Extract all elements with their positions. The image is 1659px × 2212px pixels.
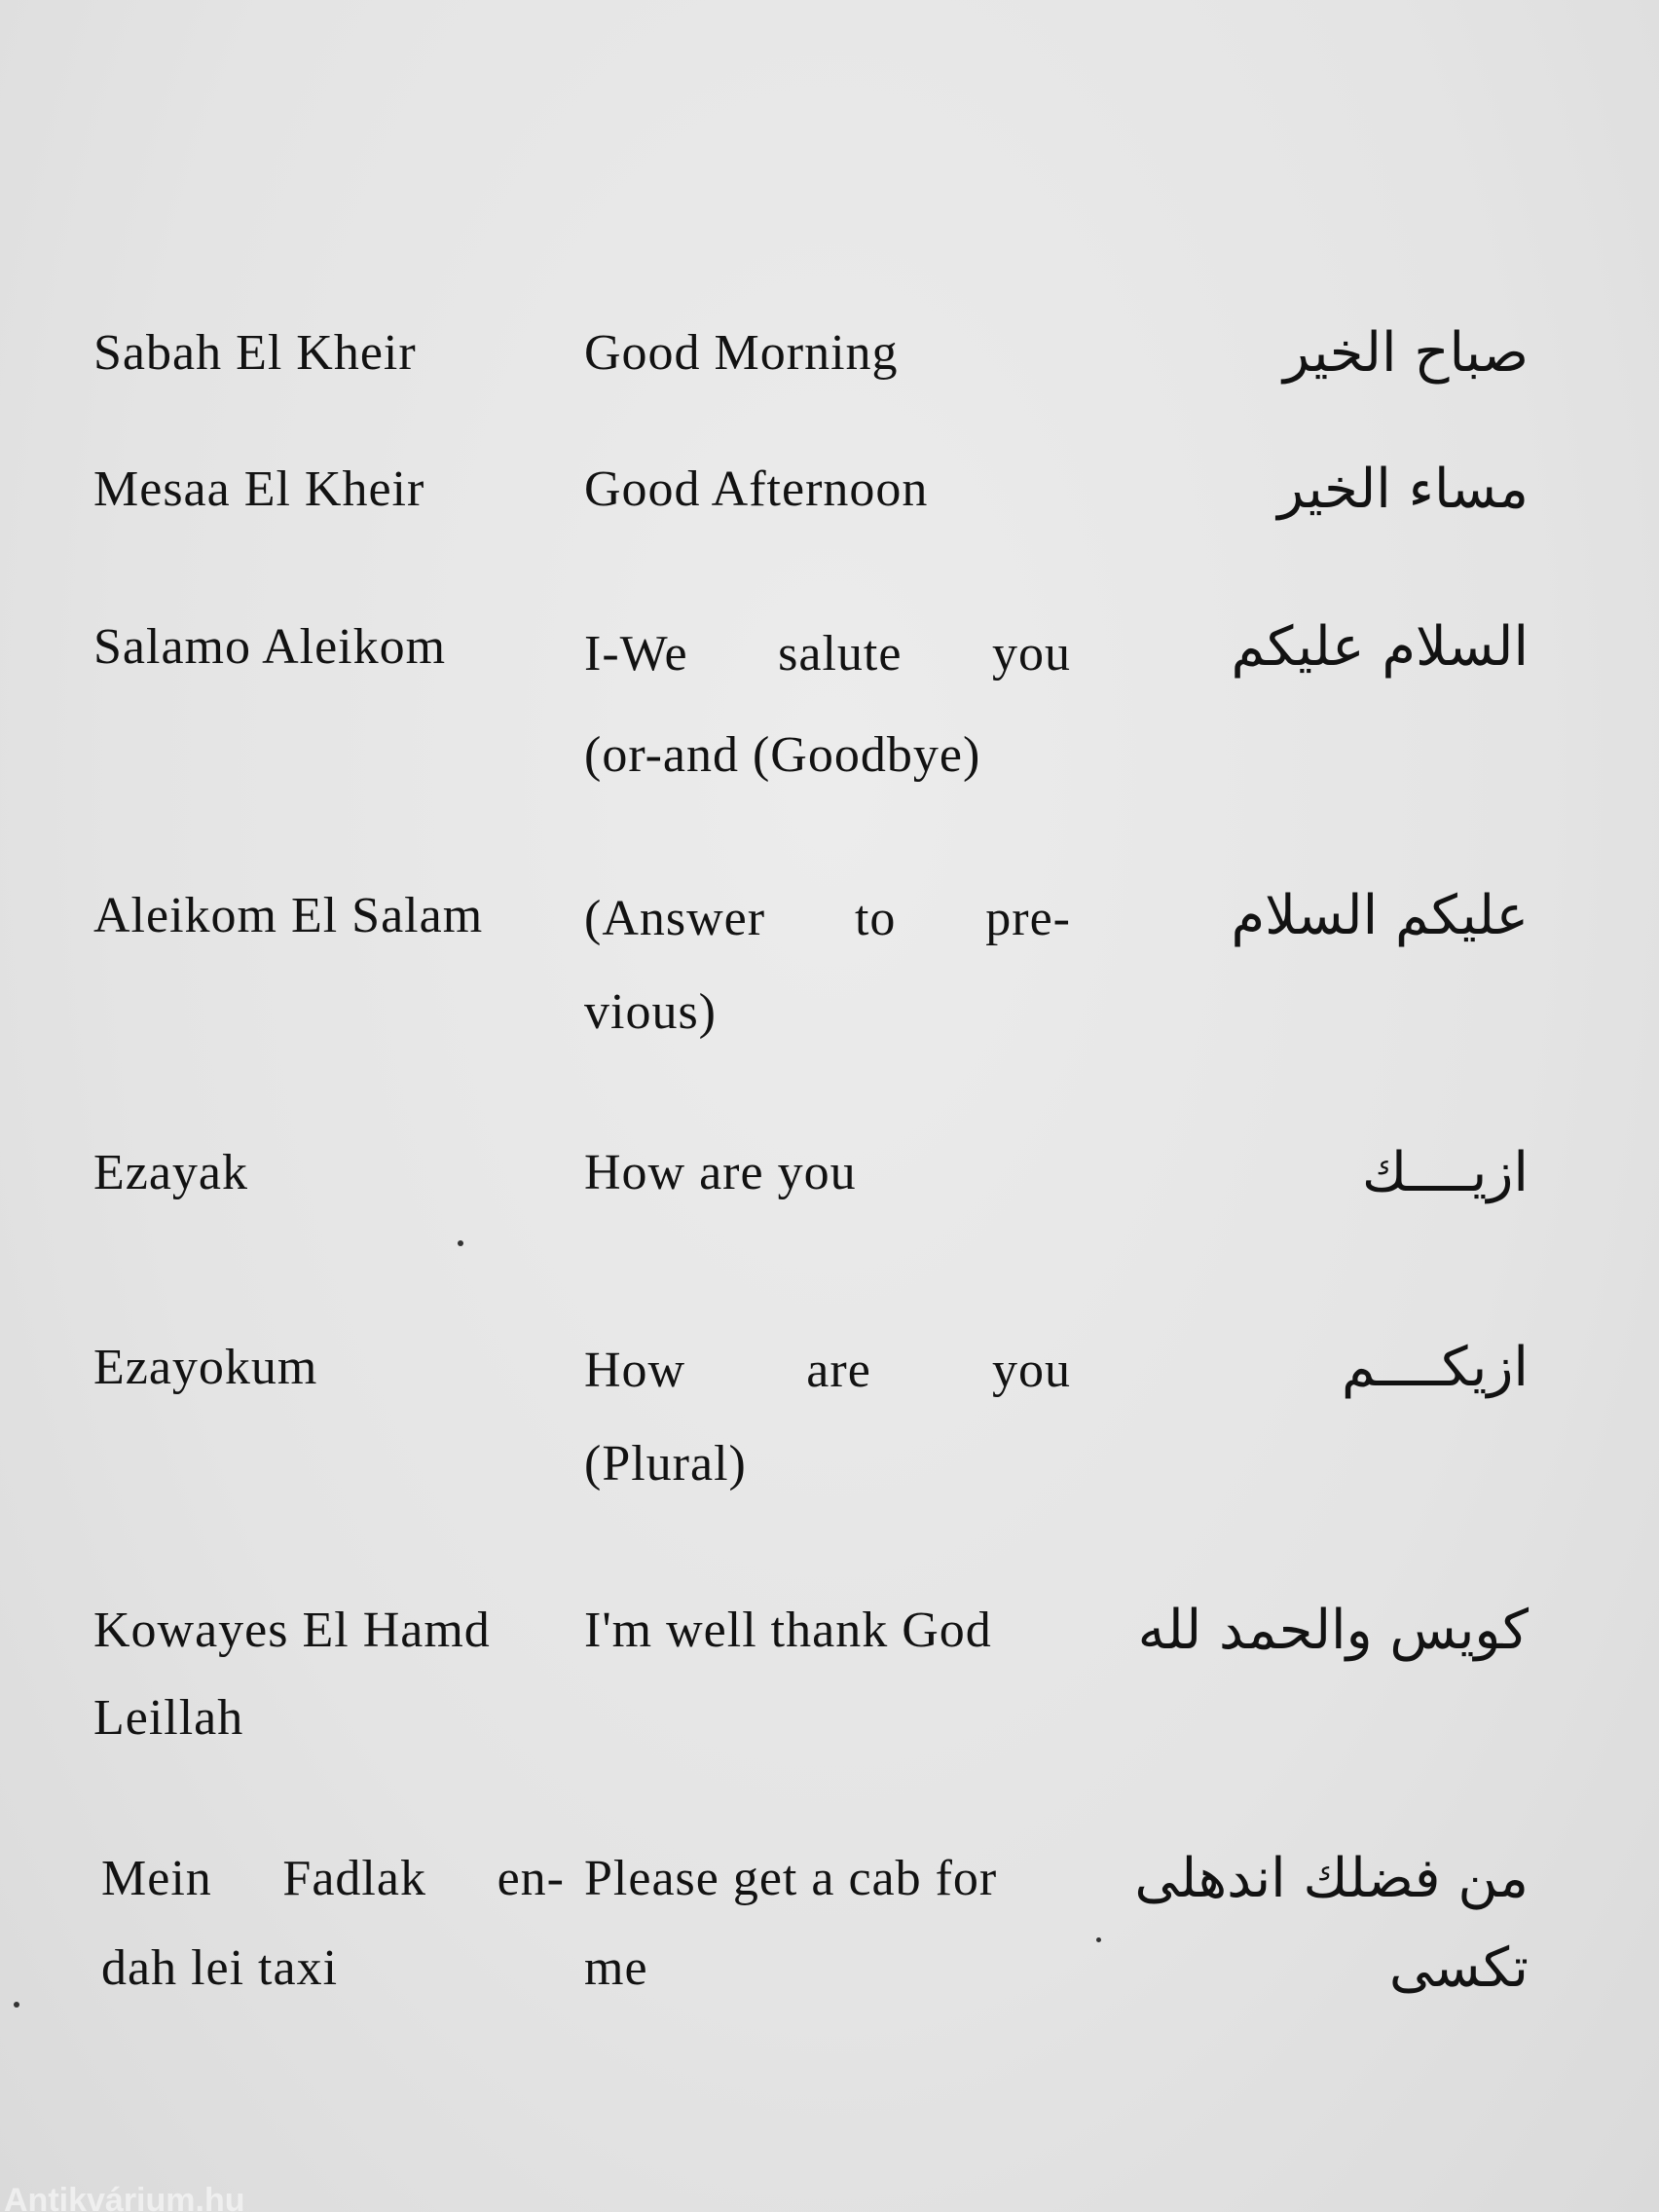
english-line: I-We salute you <box>584 626 1071 682</box>
arabic-line: تكسى <box>1388 1936 1529 2000</box>
english-line: me <box>584 1940 648 1996</box>
english-line: Good Afternoon <box>584 461 929 517</box>
english-translation <box>584 1587 1071 1675</box>
english-translation <box>584 1129 1071 1217</box>
english-translation <box>584 1324 1071 1511</box>
arabic-line: ازيــــك <box>1361 1141 1529 1204</box>
paper-speck <box>14 2002 19 2008</box>
paper-speck <box>1096 1937 1101 1942</box>
arabic-line: مساء الخير <box>1277 458 1529 521</box>
english-translation <box>584 446 1071 534</box>
arabic-line: السلام عليكم <box>1231 615 1529 679</box>
arabic-line: كويس والحمد لله <box>1137 1599 1529 1662</box>
english-translation <box>584 604 1071 806</box>
english-line: vious) <box>584 984 717 1040</box>
transliteration <box>93 1129 571 1217</box>
transliteration <box>93 446 571 534</box>
arabic-script <box>1081 872 1529 960</box>
arabic-script <box>1081 1587 1529 1675</box>
arabic-script <box>1081 310 1529 397</box>
paper-speck <box>458 1240 463 1246</box>
transliteration <box>101 1834 565 2013</box>
transliteration-line: dah lei taxi <box>101 1940 339 1996</box>
english-line: Good Morning <box>584 325 899 381</box>
english-line: (Plural) <box>584 1436 747 1492</box>
arabic-line: صباح الخير <box>1282 321 1529 385</box>
english-line: (or-and (Goodbye) <box>584 727 981 783</box>
arabic-script <box>1081 604 1529 691</box>
english-line: I'm well thank God <box>584 1603 992 1658</box>
english-line: How are you <box>584 1343 1071 1398</box>
watermark: Antikvárium.hu <box>4 2182 245 2212</box>
english-line: (Answer to pre- <box>584 891 1071 946</box>
arabic-script <box>1081 1834 1529 2013</box>
transliteration <box>93 1324 571 1412</box>
arabic-line: من فضلك اندهلى <box>1134 1847 1529 1910</box>
arabic-script <box>1081 1129 1529 1217</box>
arabic-script <box>1081 1324 1529 1412</box>
english-translation <box>584 310 1071 397</box>
transliteration-line: Sabah El Kheir <box>93 325 417 381</box>
arabic-line: ازيكــــم <box>1341 1336 1529 1399</box>
transliteration <box>93 1587 571 1762</box>
transliteration-line: Kowayes El Hamd <box>93 1603 491 1658</box>
transliteration-line: Ezayokum <box>93 1340 318 1395</box>
transliteration-line: Leillah <box>93 1690 244 1746</box>
transliteration-line: Ezayak <box>93 1145 249 1200</box>
transliteration <box>93 604 571 691</box>
english-translation <box>584 1834 1071 2013</box>
transliteration-line: Aleikom El Salam <box>93 888 484 943</box>
english-line: How are you <box>584 1145 857 1200</box>
transliteration-line: Salamo Aleikom <box>93 619 447 675</box>
transliteration-line: Mein Fadlak en- <box>101 1851 565 1906</box>
english-translation <box>584 872 1071 1059</box>
transliteration-line: Mesaa El Kheir <box>93 461 425 517</box>
english-line: Please get a cab for <box>584 1851 998 1906</box>
transliteration <box>93 310 571 397</box>
arabic-script <box>1081 446 1529 534</box>
transliteration <box>93 872 571 960</box>
arabic-line: عليكم السلام <box>1231 884 1529 947</box>
